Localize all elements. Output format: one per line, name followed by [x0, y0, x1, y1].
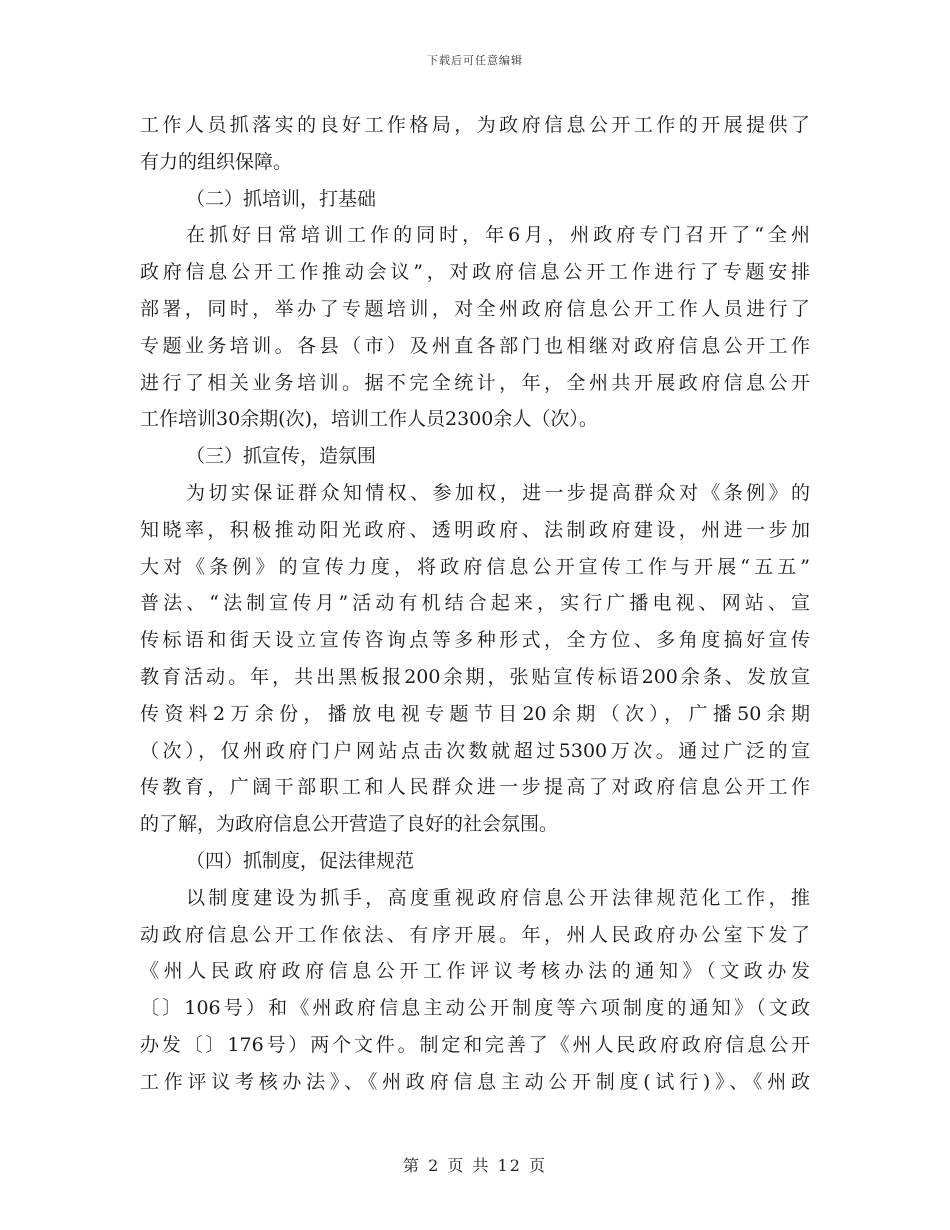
- document-body: [140, 107, 810, 1101]
- section-heading: （三）抓宣传，造氛围: [186, 445, 377, 468]
- text-line: 工作人员抓落实的良好工作格局，为政府信息公开工作的开展提供了: [140, 114, 810, 136]
- text-line: 在抓好日常培训工作的同时，年6月，州政府专门召开了“全州: [186, 224, 810, 247]
- text-line: 传标语和街天设立宣传咨询点等多种形式，全方位、多角度搞好宣传: [140, 629, 810, 652]
- text-line: 工作培训30余期(次)，培训工作人员2300余人（次）。: [140, 408, 598, 431]
- text-line: 有力的组织保障。: [140, 150, 293, 173]
- text-line: 普法、“法制宣传月”活动有机结合起来，实行广播电视、网站、宣: [140, 592, 810, 615]
- text-line: 教育活动。年，共出黑板报200余期，张贴宣传标语200余条、发放宣: [140, 665, 810, 688]
- text-line: 办发〔〕176号）两个文件。制定和完善了《州人民政府政府信息公开: [140, 1033, 810, 1056]
- text-line: 传教育，广阔干部职工和人民群众进一步提高了对政府信息公开工作: [140, 776, 810, 799]
- page-header: 下载后可任意编辑: [427, 54, 523, 67]
- text-line: 〔〕106号）和《州政府信息主动公开制度等六项制度的通知》（文政: [140, 997, 810, 1020]
- text-line: 为切实保证群众知情权、参加权，进一步提高群众对《条例》的: [186, 481, 810, 504]
- text-line: 进行了相关业务培训。据不完全统计，年，全州共开展政府信息公开: [140, 371, 810, 394]
- text-line: 知晓率，积极推动阳光政府、透明政府、法制政府建设，州进一步加: [140, 518, 810, 541]
- section-heading: （四）抓制度，促法律规范: [186, 849, 415, 872]
- text-line: 政府信息公开工作推动会议”，对政府信息公开工作进行了专题安排: [140, 261, 810, 284]
- text-line: 的了解，为政府信息公开营造了良好的社会氛围。: [140, 813, 559, 836]
- text-line: 以制度建设为抓手，高度重视政府信息公开法律规范化工作，推: [186, 886, 810, 909]
- text-line: 大对《条例》的宣传力度，将政府信息公开宣传工作与开展“五五”: [140, 555, 810, 578]
- page-number: 第 2 页 共 12 页: [403, 1156, 547, 1175]
- text-line: 部署，同时，举办了专题培训，对全州政府信息公开工作人员进行了: [140, 297, 810, 320]
- section-heading: （二）抓培训，打基础: [186, 187, 377, 210]
- text-line: （次），仅州政府门户网站点击次数就超过5300万次。通过广泛的宣: [140, 739, 810, 762]
- text-line: 《州人民政府政府信息公开工作评议考核办法的通知》（文政办发: [140, 960, 810, 983]
- text-line: 专题业务培训。各县（市）及州直各部门也相继对政府信息公开工作: [140, 334, 810, 357]
- text-line: 动政府信息公开工作依法、有序开展。年，州人民政府办公室下发了: [140, 923, 810, 946]
- text-line: 传资料2万余份，播放电视专题节目20余期（次），广播50余期: [140, 702, 810, 725]
- text-line: 工作评议考核办法》、《州政府信息主动公开制度(试行)》、《州政: [140, 1070, 810, 1093]
